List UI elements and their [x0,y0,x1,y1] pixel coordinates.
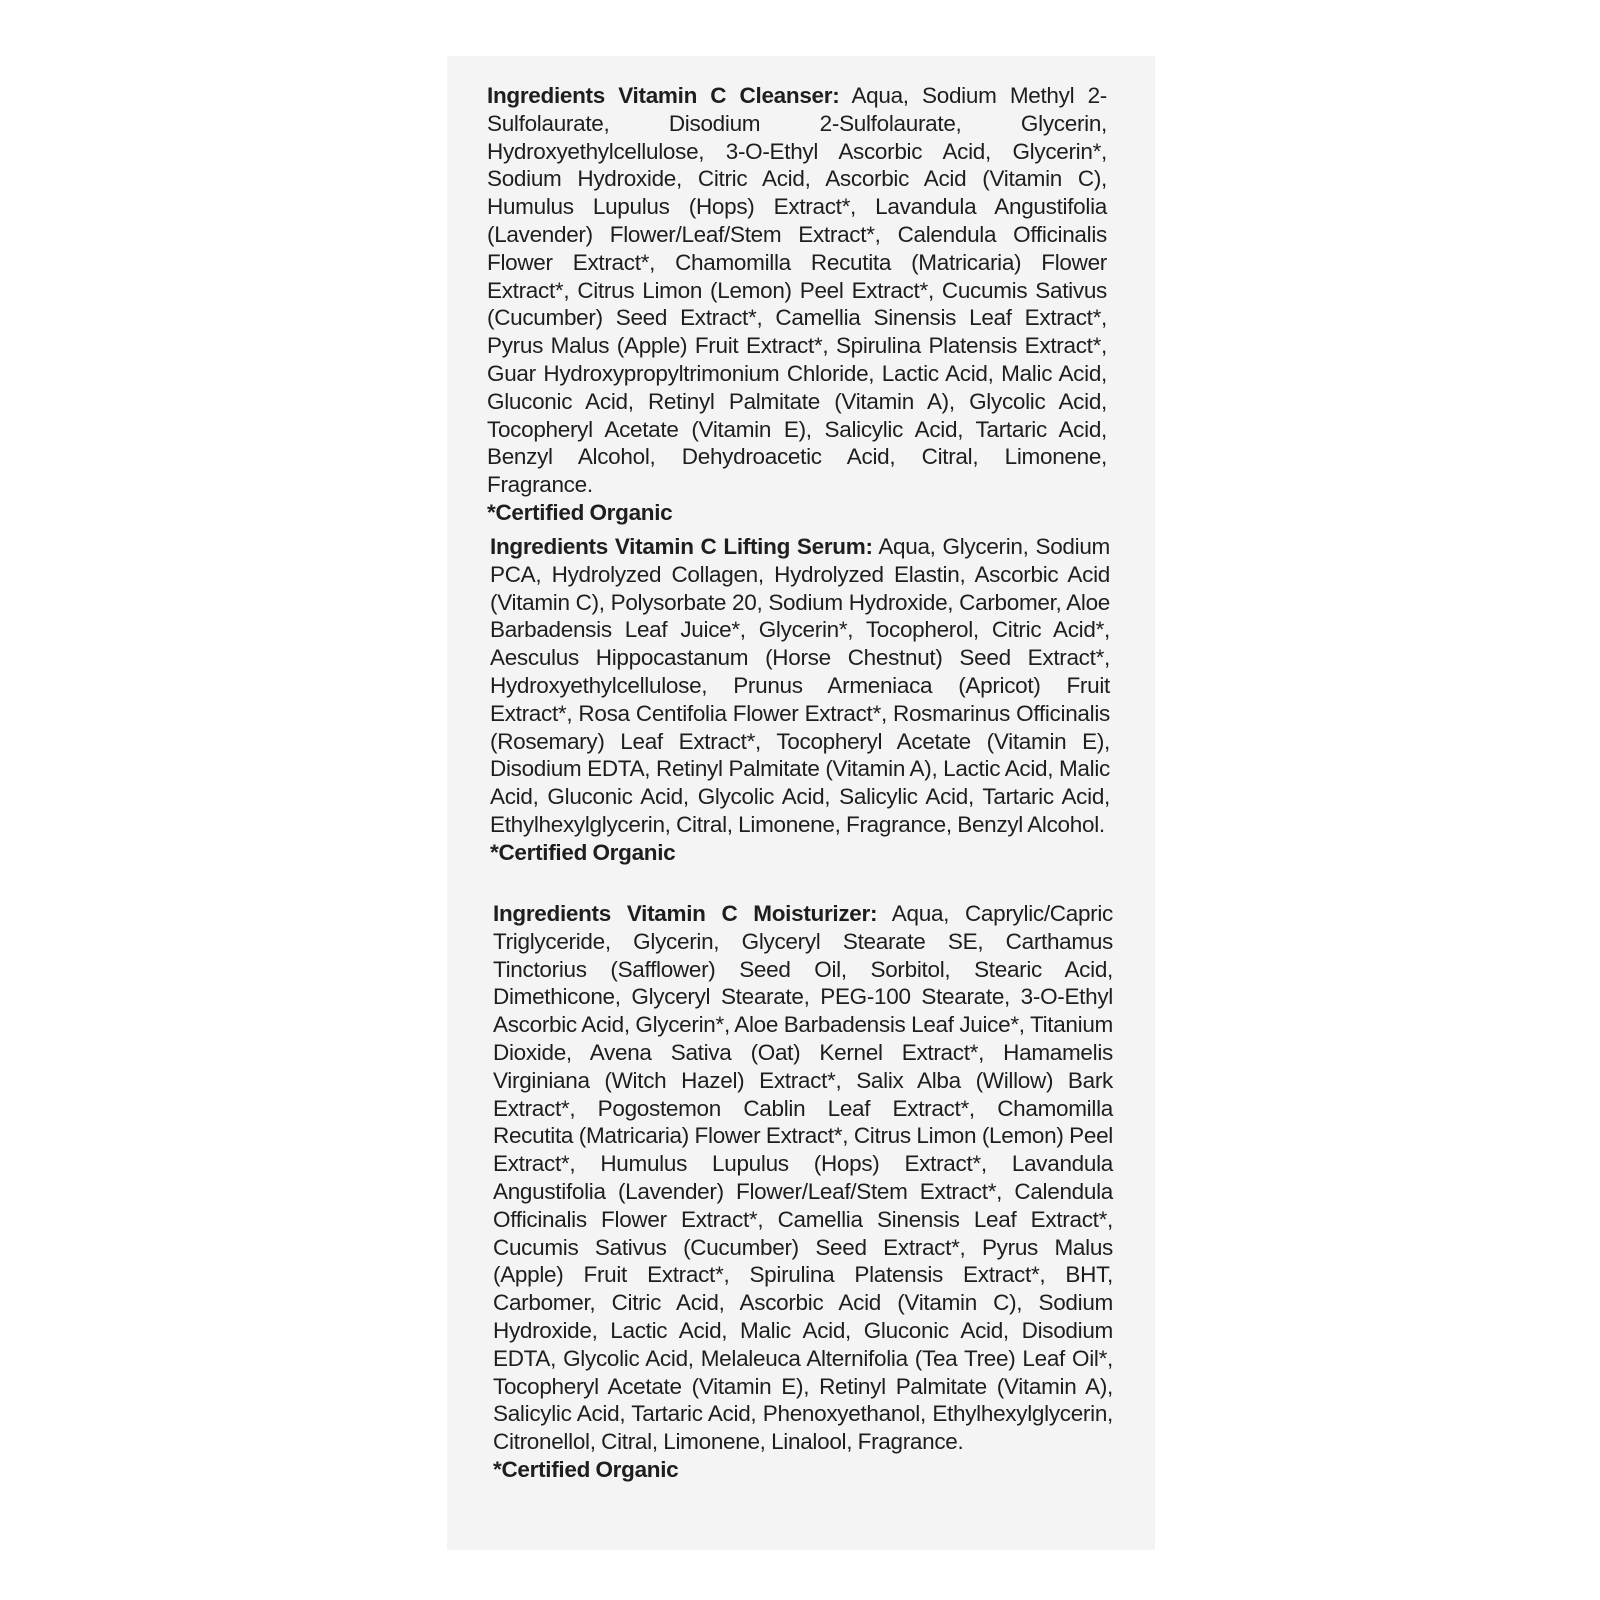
serum-ingredients-section [490,533,1110,867]
cleanser-certified-organic-note: *Certified Organic [487,499,673,525]
cleanser-heading: Ingredients Vitamin C Cleanser: [487,83,840,108]
serum-ingredient-list: Aqua, Glycerin, Sodium PCA, Hydrolyzed Collagen, Hydrolyzed Elastin, Ascorbic Acid (Vitamin C), Polysorbate 20, Sodium Hydroxide, Carbomer, Aloe Barbadensis Leaf Juice*, Glycerin*, Tocopherol, Citric Acid*, Aesculus Hippocastanum (Horse Chestnut) Seed Extract*, Hydroxyethylcellulose, Prunus Armeniaca (Apricot) Fruit Extract*, Rosa Centifolia Flower Extract*, Rosmarinus Officinalis (Rosemary) Leaf Extract*, Tocopheryl Acetate (Vitamin E), Disodium EDTA, Retinyl Palmitate (Vitamin A), Lactic Acid, Malic Acid, Gluconic Acid, Glycolic Acid, Salicylic Acid, Tartaric Acid, Ethylhexylglycerin, Citral, Limonene, Fragrance, Benzyl Alcohol. [490,534,1110,837]
serum-heading: Ingredients Vitamin C Lifting Serum: [490,534,873,559]
moisturizer-heading: Ingredients Vitamin C Moisturizer: [493,901,878,926]
serum-ingredients-paragraph [490,533,1110,839]
cleanser-ingredients-section [487,82,1107,527]
moisturizer-ingredient-list: Aqua, Caprylic/Capric Triglyceride, Glycerin, Glyceryl Stearate SE, Carthamus Tinctorius (Safflower) Seed Oil, Sorbitol, Stearic Acid, Dimethicone, Glyceryl Stearate, PEG-100 Stearate, 3-O-Ethyl Ascorbic Acid, Glycerin*, Aloe Barbadensis Leaf Juice*, Titanium Dioxide, Avena Sativa (Oat) Kernel Extract*, Hamamelis Virginiana (Witch Hazel) Extract*, Salix Alba (Willow) Bark Extract*, Pogostemon Cablin Leaf Extract*, Chamomilla Recutita (Matricaria) Flower Extract*, Citrus Limon (Lemon) Peel Extract*, Humulus Lupulus (Hops) Extract*, Lavandula Angustifolia (Lavender) Flower/Leaf/Stem Extract*, Calendula Officinalis Flower Extract*, Camellia Sinensis Leaf Extract*, Cucumis Sativus (Cucumber) Seed Extract*, Pyrus Malus (Apple) Fruit Extract*, Spirulina Platensis Extract*, BHT, Carbomer, Citric Acid, Ascorbic Acid (Vitamin C), Sodium Hydroxide, Lactic Acid, Malic Acid, Gluconic Acid, Disodium EDTA, Glycolic Acid, Melaleuca Alternifolia (Tea Tree) Leaf Oil*, Tocopheryl Acetate (Vitamin E), Retinyl Palmitate (Vitamin A), Salicylic Acid, Tartaric Acid, Phenoxyethanol, Ethylhexylglycerin, Citronellol, Citral, Limonene, Linalool, Fragrance. [493,901,1114,1455]
ingredients-panel [447,56,1155,1550]
moisturizer-ingredients-paragraph [493,900,1113,1456]
cleanser-ingredient-list: Aqua, Sodium Methyl 2-Sulfolaurate, Disodium 2-Sulfolaurate, Glycerin, Hydroxyethylcellulose, 3-O-Ethyl Ascorbic Acid, Glycerin*, Sodium Hydroxide, Citric Acid, Ascorbic Acid (Vitamin C), Humulus Lupulus (Hops) Extract*, Lavandula Angustifolia (Lavender) Flower/Leaf/Stem Extract*, Calendula Officinalis Flower Extract*, Chamomilla Recutita (Matricaria) Flower Extract*, Citrus Limon (Lemon) Peel Extract*, Cucumis Sativus (Cucumber) Seed Extract*, Camellia Sinensis Leaf Extract*, Pyrus Malus (Apple) Fruit Extract*, Spirulina Platensis Extract*, Guar Hydroxypropyltrimonium Chloride, Lactic Acid, Malic Acid, Gluconic Acid, Retinyl Palmitate (Vitamin A), Glycolic Acid, Tocopheryl Acetate (Vitamin E), Salicylic Acid, Tartaric Acid, Benzyl Alcohol, Dehydroacetic Acid, Citral, Limonene, Fragrance. [487,83,1107,498]
moisturizer-ingredients-section [493,900,1113,1484]
cleanser-ingredients-paragraph [487,82,1107,499]
serum-certified-organic-note: *Certified Organic [490,839,676,865]
moisturizer-certified-organic-note: *Certified Organic [493,1456,679,1482]
